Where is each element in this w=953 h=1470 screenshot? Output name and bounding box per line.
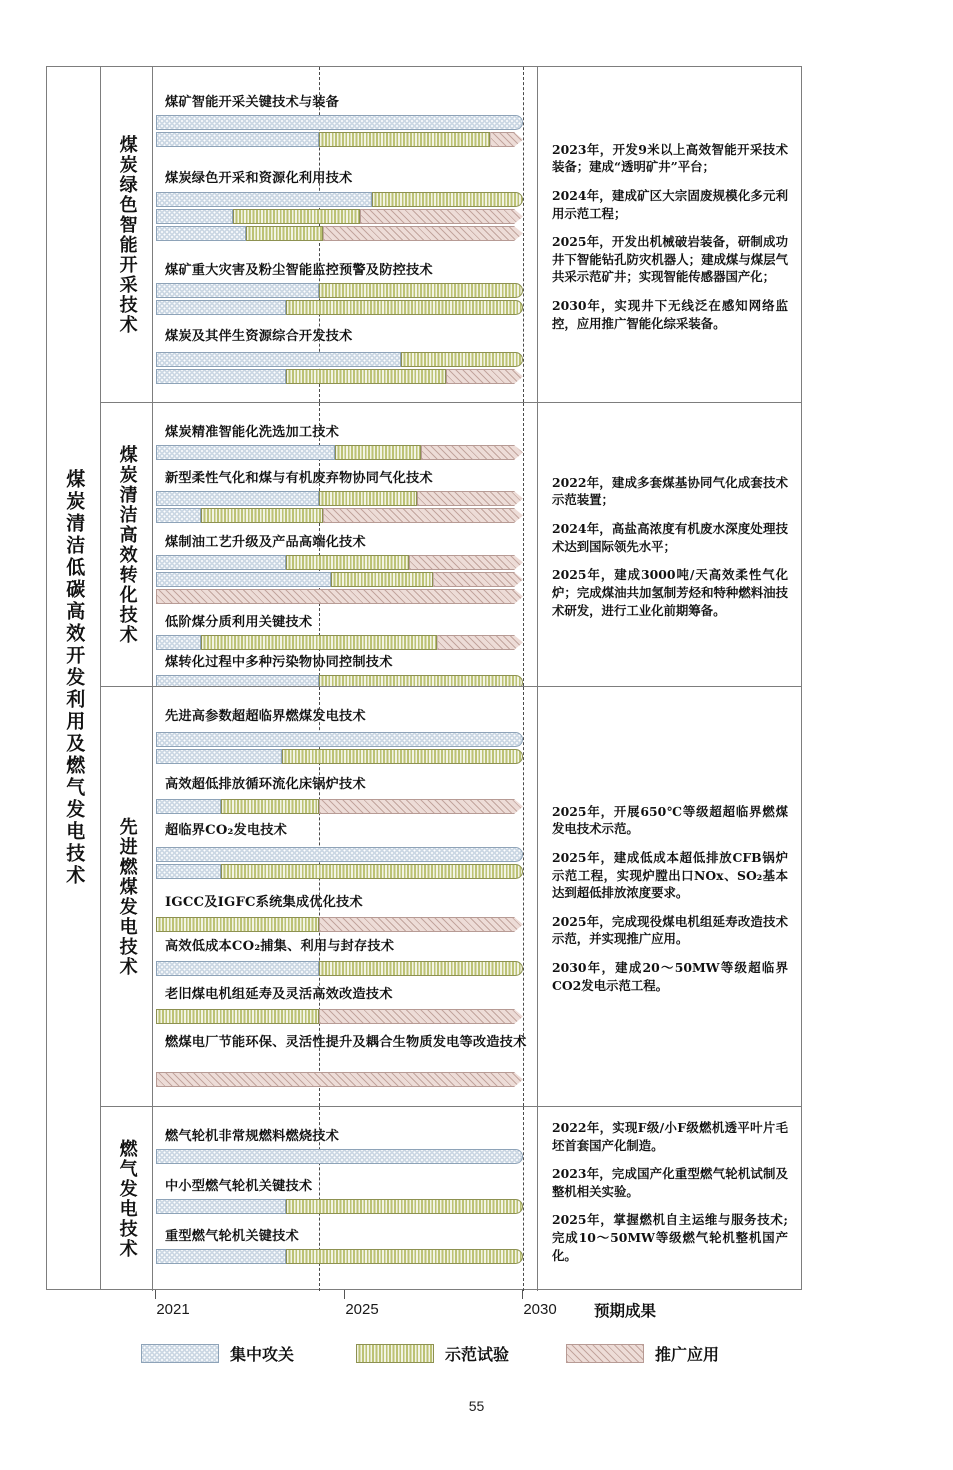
- task-label: 煤炭精准智能化洗选加工技术: [165, 425, 340, 440]
- gantt-segment-demo: [201, 635, 438, 650]
- axis-tick: [344, 1290, 345, 1299]
- gantt-segment-demo: [233, 209, 359, 224]
- gantt-bar: [156, 491, 523, 506]
- gantt-area: [153, 403, 537, 686]
- task-label: 超临界CO₂发电技术: [165, 823, 288, 838]
- gantt-segment-focus: [156, 961, 319, 976]
- gantt-segment-focus: [156, 445, 335, 460]
- page-number: 55: [468, 1398, 485, 1414]
- gantt-bar: [156, 635, 523, 650]
- gantt-segment-promo: [319, 1009, 523, 1024]
- gantt-segment-promo: [446, 369, 523, 384]
- legend-swatch-focus: [141, 1344, 219, 1363]
- outcome-item: 2023年，开发9米以上高效智能开采技术装备；建成“透明矿井”平台；: [552, 141, 788, 175]
- gantt-segment-demo: [156, 917, 319, 932]
- chart-legend: [46, 1342, 802, 1376]
- gantt-bar: [156, 283, 523, 298]
- gantt-area: [153, 1107, 537, 1291]
- gantt-segment-demo: [282, 749, 523, 764]
- outcome-item: 2022年，实现F级/小F级燃机透平叶片毛坯首套国产化制造。: [552, 1120, 788, 1153]
- gantt-bar: [156, 209, 523, 224]
- section-name: 煤炭绿色智能开采技术: [116, 134, 138, 335]
- gantt-segment-focus: [156, 799, 221, 814]
- gantt-segment-focus: [156, 369, 286, 384]
- task-label: 重型燃气轮机关键技术: [165, 1229, 299, 1244]
- outcome-item: 2030年，建成20～50MW等级超临界CO2发电示范工程。: [552, 960, 788, 993]
- axis-tick: [522, 1290, 523, 1299]
- gantt-segment-focus: [156, 847, 523, 862]
- gantt-segment-promo: [319, 917, 523, 932]
- gantt-segment-demo: [319, 132, 490, 147]
- axis-tick-label: 2030: [523, 1301, 557, 1318]
- task-label: 煤制油工艺升级及产品高端化技术: [165, 535, 366, 550]
- gantt-segment-focus: [156, 1149, 523, 1164]
- gantt-bar: [156, 192, 523, 207]
- gantt-segment-demo: [286, 1199, 523, 1214]
- gantt-segment-demo: [286, 1249, 523, 1264]
- gantt-segment-promo: [433, 572, 523, 587]
- gantt-bar: [156, 445, 523, 460]
- task-label: 高效低成本CO₂捕集、利用与封存技术: [165, 939, 395, 954]
- task-label: 老旧煤电机组延寿及灵活高效改造技术: [165, 987, 393, 1002]
- outcome-item: 2024年，高盐高浓度有机废水深度处理技术达到国际领先水平；: [552, 521, 788, 554]
- outcome-item: 2025年，开展650℃等级超超临界燃煤发电技术示范。: [552, 803, 788, 837]
- gantt-segment-promo: [360, 209, 523, 224]
- outcome-item: 2025年，开发出机械破岩装备，研制成功井下智能钻孔防灾机器人；建成煤与煤层气共采示范矿井；实现智能传感器国产化；: [552, 234, 788, 285]
- gantt-segment-demo: [331, 572, 433, 587]
- legend-label: 示范试验: [445, 1345, 510, 1364]
- section-name: 煤炭清洁高效转化技术: [116, 444, 138, 645]
- gantt-segment-demo: [221, 864, 523, 879]
- section-name-column: [101, 67, 153, 402]
- gantt-bar: [156, 917, 523, 932]
- gantt-segment-focus: [156, 675, 319, 686]
- axis-tick-label: 2025: [345, 1301, 379, 1318]
- task-label: 低阶煤分质利用关键技术: [165, 615, 313, 630]
- gantt-bar: [156, 1149, 523, 1164]
- gantt-segment-demo: [319, 491, 417, 506]
- gantt-segment-demo: [286, 555, 408, 570]
- gantt-segment-promo: [323, 508, 523, 523]
- outcome-item: 2030年，实现井下无线泛在感知网络监控，应用推广智能化综采装备。: [552, 298, 788, 331]
- guide-line-2030: [523, 403, 524, 686]
- gantt-segment-demo: [319, 283, 523, 298]
- gantt-segment-demo: [319, 675, 523, 686]
- outcomes-column: [537, 403, 801, 686]
- gantt-bar: [156, 1199, 523, 1214]
- legend-swatch-demo: [356, 1344, 434, 1363]
- legend-item-promo: [566, 1342, 719, 1365]
- gantt-bar: [156, 799, 523, 814]
- gantt-segment-focus: [156, 555, 286, 570]
- gantt-area: [153, 67, 537, 402]
- task-label: 煤炭绿色开采和资源化利用技术: [165, 171, 353, 186]
- gantt-segment-focus: [156, 491, 319, 506]
- gantt-segment-focus: [156, 749, 282, 764]
- task-label: 煤矿智能开采关键技术与装备: [165, 95, 340, 110]
- legend-item-demo: [356, 1342, 509, 1365]
- axis-tick: [155, 1290, 156, 1299]
- roadmap-table: [46, 66, 802, 1290]
- gantt-segment-demo: [246, 226, 323, 241]
- axis-tick-label: 2021: [156, 1301, 190, 1318]
- gantt-area: [153, 687, 537, 1106]
- task-label: 煤矿重大灾害及粉尘智能监控预警及防控技术: [165, 263, 433, 278]
- outcome-column-header: 预期成果: [594, 1301, 657, 1320]
- section-list: [101, 67, 801, 1289]
- timeline-axis: [46, 1290, 802, 1324]
- gantt-bar: [156, 1009, 523, 1024]
- guide-line-2030: [523, 1107, 524, 1291]
- gantt-segment-promo: [323, 226, 523, 241]
- gantt-segment-demo: [286, 300, 523, 315]
- legend-swatch-promo: [566, 1344, 644, 1363]
- gantt-segment-promo: [319, 799, 523, 814]
- gantt-segment-focus: [156, 732, 523, 747]
- gantt-segment-promo: [409, 555, 523, 570]
- section-name: 燃气发电技术: [116, 1139, 138, 1259]
- gantt-segment-promo: [156, 1072, 523, 1087]
- section-3: [101, 687, 801, 1107]
- task-label: 煤炭及其伴生资源综合开发技术: [165, 329, 353, 344]
- section-1: [101, 67, 801, 403]
- gantt-bar: [156, 1072, 523, 1087]
- gantt-bar: [156, 589, 523, 604]
- outcomes-column: [537, 1107, 801, 1291]
- section-name-column: [101, 1107, 153, 1291]
- gantt-segment-focus: [156, 226, 246, 241]
- gantt-segment-demo: [221, 799, 319, 814]
- gantt-segment-demo: [156, 1009, 319, 1024]
- outcomes-column: [537, 687, 801, 1106]
- gantt-segment-promo: [417, 491, 523, 506]
- section-4: [101, 1107, 801, 1291]
- gantt-segment-focus: [156, 300, 286, 315]
- outcome-item: 2025年，掌握燃机自主运维与服务技术;完成10～50MW等级燃气轮机整机国产化。: [552, 1212, 788, 1263]
- gantt-segment-demo: [201, 508, 323, 523]
- gantt-segment-focus: [156, 192, 372, 207]
- gantt-bar: [156, 732, 523, 747]
- gantt-segment-focus: [156, 352, 401, 367]
- gantt-segment-demo: [372, 192, 523, 207]
- gantt-bar: [156, 369, 523, 384]
- gantt-bar: [156, 508, 523, 523]
- gantt-bar: [156, 847, 523, 862]
- outcome-item: 2024年，建成矿区大宗固废规模化多元利用示范工程；: [552, 187, 788, 221]
- legend-item-focus: [141, 1342, 294, 1365]
- gantt-bar: [156, 132, 523, 147]
- gantt-segment-promo: [437, 635, 523, 650]
- section-name-column: [101, 403, 153, 686]
- gantt-segment-focus: [156, 635, 201, 650]
- task-label: 中小型燃气轮机关键技术: [165, 1179, 313, 1194]
- section-name: 先进燃煤发电技术: [116, 816, 138, 977]
- gantt-bar: [156, 1249, 523, 1264]
- outer-category-label: 煤炭清洁低碳高效开发利用及燃气发电技术: [63, 469, 86, 887]
- gantt-segment-focus: [156, 864, 221, 879]
- task-label: 燃气轮机非常规燃料燃烧技术: [165, 1129, 340, 1144]
- guide-line-2030: [523, 67, 524, 402]
- outcome-item: 2023年，完成国产化重型燃气轮机试制及整机相关实验。: [552, 1166, 788, 1199]
- gantt-segment-focus: [156, 132, 319, 147]
- outcome-item: 2025年，建成3000吨/天高效柔性气化炉；完成煤油共加氢制芳烃和特种燃料油技术研发，进行工业化前期筹备。: [552, 567, 788, 618]
- gantt-segment-focus: [156, 283, 319, 298]
- section-2: [101, 403, 801, 687]
- gantt-bar: [156, 115, 523, 130]
- gantt-segment-demo: [319, 961, 523, 976]
- gantt-bar: [156, 864, 523, 879]
- gantt-segment-focus: [156, 508, 201, 523]
- gantt-bar: [156, 961, 523, 976]
- gantt-segment-promo: [421, 445, 523, 460]
- section-name-column: [101, 687, 153, 1106]
- gantt-segment-focus: [156, 1249, 286, 1264]
- task-label: 燃煤电厂节能环保、灵活性提升及耦合生物质发电等改造技术: [165, 1035, 527, 1050]
- gantt-bar: [156, 352, 523, 367]
- legend-label: 集中攻关: [230, 1345, 295, 1364]
- gantt-bar: [156, 300, 523, 315]
- gantt-bar: [156, 572, 523, 587]
- gantt-segment-demo: [335, 445, 421, 460]
- gantt-segment-demo: [401, 352, 523, 367]
- gantt-bar: [156, 226, 523, 241]
- outcome-item: 2022年，建成多套煤基协同气化成套技术示范装置；: [552, 474, 788, 508]
- gantt-segment-demo: [286, 369, 445, 384]
- task-label: 新型柔性气化和煤与有机废弃物协同气化技术: [165, 471, 433, 486]
- outcome-item: 2025年，完成现役煤电机组延寿改造技术示范，并实现推广应用。: [552, 913, 788, 947]
- gantt-bar: [156, 675, 523, 686]
- task-label: 煤转化过程中多种污染物协同控制技术: [165, 655, 393, 670]
- gantt-segment-focus: [156, 115, 523, 130]
- outcome-item: 2025年，建成低成本超低排放CFB锅炉示范工程，实现炉膛出口NOx、SO₂基本达到超低排放浓度要求。: [552, 849, 788, 901]
- outcomes-column: [537, 67, 801, 402]
- gantt-bar: [156, 749, 523, 764]
- legend-label: 推广应用: [655, 1345, 720, 1364]
- gantt-segment-promo: [156, 589, 523, 604]
- gantt-segment-focus: [156, 1199, 286, 1214]
- gantt-segment-promo: [490, 132, 523, 147]
- task-label: IGCC及IGFC系统集成优化技术: [165, 895, 363, 910]
- gantt-segment-focus: [156, 572, 331, 587]
- gantt-segment-focus: [156, 209, 233, 224]
- outer-category-column: [47, 67, 101, 1289]
- task-label: 先进高参数超超临界燃煤发电技术: [165, 709, 366, 724]
- task-label: 高效超低排放循环流化床锅炉技术: [165, 777, 366, 792]
- gantt-bar: [156, 555, 523, 570]
